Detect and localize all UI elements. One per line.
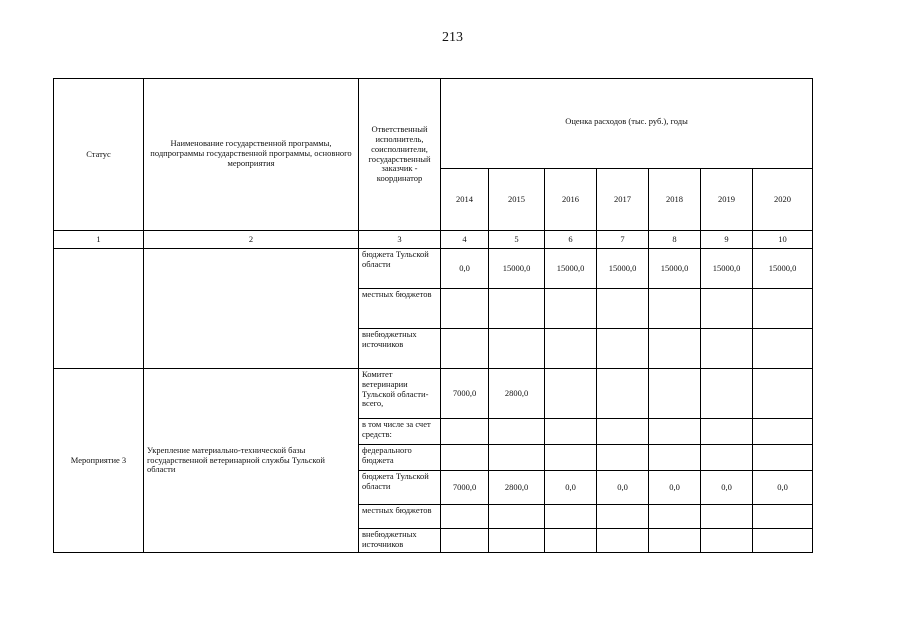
funding-source: в том числе за счет средств: (359, 419, 441, 445)
measure-status: Мероприятие 3 (54, 369, 144, 553)
value-cell: 15000,0 (649, 249, 701, 289)
column-number: 4 (441, 231, 489, 249)
value-cell: 0,0 (649, 471, 701, 505)
value-cell (701, 329, 753, 369)
value-cell (753, 369, 813, 419)
value-cell (597, 289, 649, 329)
value-cell: 0,0 (545, 471, 597, 505)
value-cell (545, 445, 597, 471)
header-responsible: Ответственный исполнитель, соисполнители, государственный заказчик - координатор (359, 79, 441, 231)
value-cell (753, 329, 813, 369)
value-cell (649, 419, 701, 445)
year-header: 2020 (753, 169, 813, 231)
year-header: 2019 (701, 169, 753, 231)
funding-source: местных бюджетов (359, 505, 441, 529)
value-cell (545, 289, 597, 329)
column-number: 6 (545, 231, 597, 249)
value-cell (441, 289, 489, 329)
value-cell (597, 419, 649, 445)
value-cell (597, 445, 649, 471)
value-cell (545, 369, 597, 419)
measure-name: Укрепление материально-технической базы государственной ветеринарной службы Тульской области (144, 369, 359, 553)
budget-table (53, 78, 813, 553)
column-number: 2 (144, 231, 359, 249)
funding-source: Комитет ветеринарии Тульской области- всего, (359, 369, 441, 419)
value-cell (489, 419, 545, 445)
value-cell (753, 445, 813, 471)
funding-source: местных бюджетов (359, 289, 441, 329)
header-estimate: Оценка расходов (тыс. руб.), годы (441, 79, 813, 169)
column-number: 7 (597, 231, 649, 249)
column-number: 1 (54, 231, 144, 249)
value-cell (597, 529, 649, 553)
value-cell: 15000,0 (597, 249, 649, 289)
value-cell (701, 445, 753, 471)
value-cell: 2800,0 (489, 471, 545, 505)
column-number: 5 (489, 231, 545, 249)
value-cell: 15000,0 (753, 249, 813, 289)
value-cell: 15000,0 (701, 249, 753, 289)
value-cell (489, 505, 545, 529)
value-cell (545, 529, 597, 553)
value-cell (545, 419, 597, 445)
funding-source: федерального бюджета (359, 445, 441, 471)
value-cell (597, 505, 649, 529)
table-row (54, 369, 813, 419)
value-cell (441, 445, 489, 471)
funding-source: внебюджетных источников (359, 529, 441, 553)
value-cell: 0,0 (441, 249, 489, 289)
value-cell (597, 369, 649, 419)
funding-source: внебюджетных источников (359, 329, 441, 369)
value-cell (701, 529, 753, 553)
value-cell: 0,0 (753, 471, 813, 505)
value-cell (489, 529, 545, 553)
funding-source: бюджета Тульской области (359, 249, 441, 289)
value-cell (701, 289, 753, 329)
funding-source: бюджета Тульской области (359, 471, 441, 505)
year-header: 2014 (441, 169, 489, 231)
value-cell (753, 505, 813, 529)
value-cell (489, 445, 545, 471)
value-cell: 7000,0 (441, 471, 489, 505)
value-cell (753, 289, 813, 329)
continued-status-cell (54, 249, 144, 369)
value-cell (489, 289, 545, 329)
value-cell (701, 369, 753, 419)
value-cell (441, 505, 489, 529)
value-cell (753, 419, 813, 445)
year-header: 2018 (649, 169, 701, 231)
column-numbers-row (54, 231, 813, 249)
value-cell (545, 505, 597, 529)
year-header: 2016 (545, 169, 597, 231)
value-cell (649, 505, 701, 529)
column-number: 3 (359, 231, 441, 249)
year-header: 2017 (597, 169, 649, 231)
value-cell (701, 419, 753, 445)
header-row (54, 79, 813, 169)
value-cell: 0,0 (701, 471, 753, 505)
value-cell (649, 369, 701, 419)
value-cell: 15000,0 (545, 249, 597, 289)
value-cell (441, 419, 489, 445)
value-cell (441, 329, 489, 369)
column-number: 10 (753, 231, 813, 249)
header-status: Статус (54, 79, 144, 231)
value-cell (441, 529, 489, 553)
value-cell: 2800,0 (489, 369, 545, 419)
value-cell (649, 445, 701, 471)
table-row (54, 249, 813, 289)
value-cell (597, 329, 649, 369)
value-cell (701, 505, 753, 529)
value-cell (545, 329, 597, 369)
value-cell: 0,0 (597, 471, 649, 505)
value-cell (649, 289, 701, 329)
value-cell (649, 529, 701, 553)
value-cell: 7000,0 (441, 369, 489, 419)
column-number: 9 (701, 231, 753, 249)
continued-name-cell (144, 249, 359, 369)
value-cell (489, 329, 545, 369)
page-number: 213 (442, 30, 463, 45)
value-cell: 15000,0 (489, 249, 545, 289)
header-name: Наименование государственной программы, подпрограммы государственной программы, основного мероприятия (144, 79, 359, 231)
column-number: 8 (649, 231, 701, 249)
year-header: 2015 (489, 169, 545, 231)
value-cell (753, 529, 813, 553)
value-cell (649, 329, 701, 369)
